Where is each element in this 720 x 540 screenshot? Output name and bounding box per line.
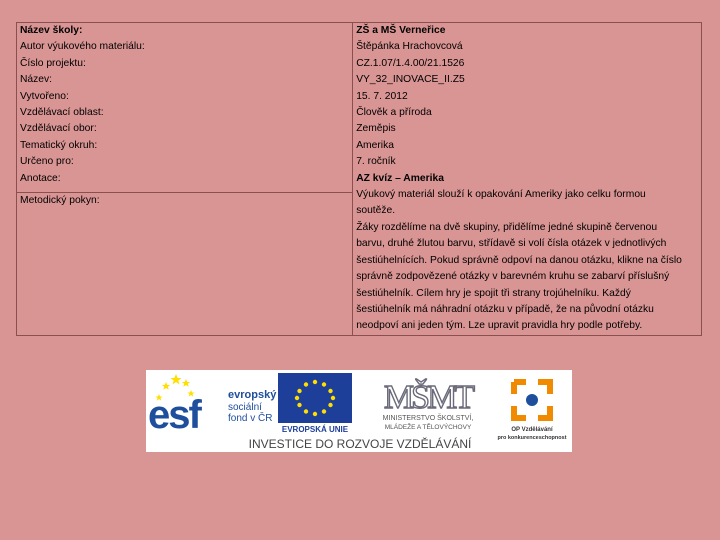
table-row	[17, 23, 702, 193]
value-methodic-text: Žáky rozdělíme na dvě skupiny, přidělíme jedné skupině červenou barvu, druhé žlutou barvu, střídavě si volí čísla otázek v jednotlivých šestiúhelnících. Pokud správně odpoví na danou otázku, klikne na číslo správně zodpovězené otázky v barevném kruhu se zabarví příslušný šestiúhelník. Cílem hry je spojit tři strany trojúhelníku. Každý šestiúhelník má náhradní otázku v případě, že na původní otázku neodpoví ani jeden tým. Lze upravit pravidla hry podle potřeby.	[356, 221, 682, 332]
value-name: VY_32_INOVACE_II.Z5	[356, 74, 465, 86]
value-topic: Amerika	[356, 139, 394, 151]
value-created: 15. 7. 2012	[356, 90, 408, 102]
esf-text-1: evropský	[228, 389, 277, 401]
value-annotation-text: Výukový materiál slouží k opakování Ameriky jako celku formou soutěže.	[356, 189, 646, 217]
label-field: Vzdělávací obor:	[20, 123, 97, 135]
op-line-1: OP Vzdělávání	[511, 427, 553, 433]
label-name: Název:	[20, 74, 53, 86]
funding-logos-banner	[146, 370, 572, 452]
label-project: Číslo projektu:	[20, 57, 86, 69]
label-author: Autor výukového materiálu:	[20, 41, 145, 53]
value-annotation-title: AZ kvíz – Amerika	[356, 172, 444, 184]
label-area: Vzdělávací oblast:	[20, 107, 104, 119]
value-target: 7. ročník	[356, 156, 396, 168]
label-topic: Tematický okruh:	[20, 139, 98, 151]
label-target: Určeno pro:	[20, 156, 74, 168]
banner-slogan: INVESTICE DO ROZVOJE VZDĚLÁVÁNÍ	[248, 437, 472, 451]
op-line-2: pro konkurenceschopnost	[497, 435, 567, 441]
msmt-logo	[383, 378, 476, 431]
op-center-icon	[526, 394, 538, 406]
label-methodic: Metodický pokyn:	[20, 194, 100, 206]
esf-logo-text: esf	[148, 393, 200, 437]
label-annotation: Anotace:	[20, 172, 61, 184]
project-info-table	[16, 22, 702, 336]
msmt-logo-mark: MŠMT	[383, 379, 473, 416]
value-field: Zeměpis	[356, 123, 396, 135]
value-school: ZŠ a MŠ Verneřice	[356, 25, 446, 36]
esf-logo	[148, 374, 277, 437]
msmt-line-2: MLÁDEŽE A TĚLOVÝCHOVY	[384, 424, 472, 431]
values-cell	[353, 23, 702, 336]
op-vzdelavani-logo	[497, 382, 566, 441]
eu-flag-logo	[278, 373, 352, 434]
labels-cell	[17, 23, 353, 193]
value-author: Štěpánka Hrachovcová	[356, 41, 463, 53]
label-created: Vytvořeno:	[20, 90, 69, 102]
eu-label: EVROPSKÁ UNIE	[281, 425, 349, 434]
esf-text-2: sociální	[228, 402, 262, 413]
methodic-label-cell	[17, 192, 353, 335]
label-school: Název školy:	[20, 25, 83, 36]
esf-text-3: fond v ČR	[228, 413, 273, 424]
value-area: Člověk a příroda	[356, 107, 432, 119]
msmt-line-1: MINISTERSTVO ŠKOLSTVÍ,	[382, 415, 474, 422]
value-project: CZ.1.07/1.4.00/21.1526	[356, 57, 465, 69]
